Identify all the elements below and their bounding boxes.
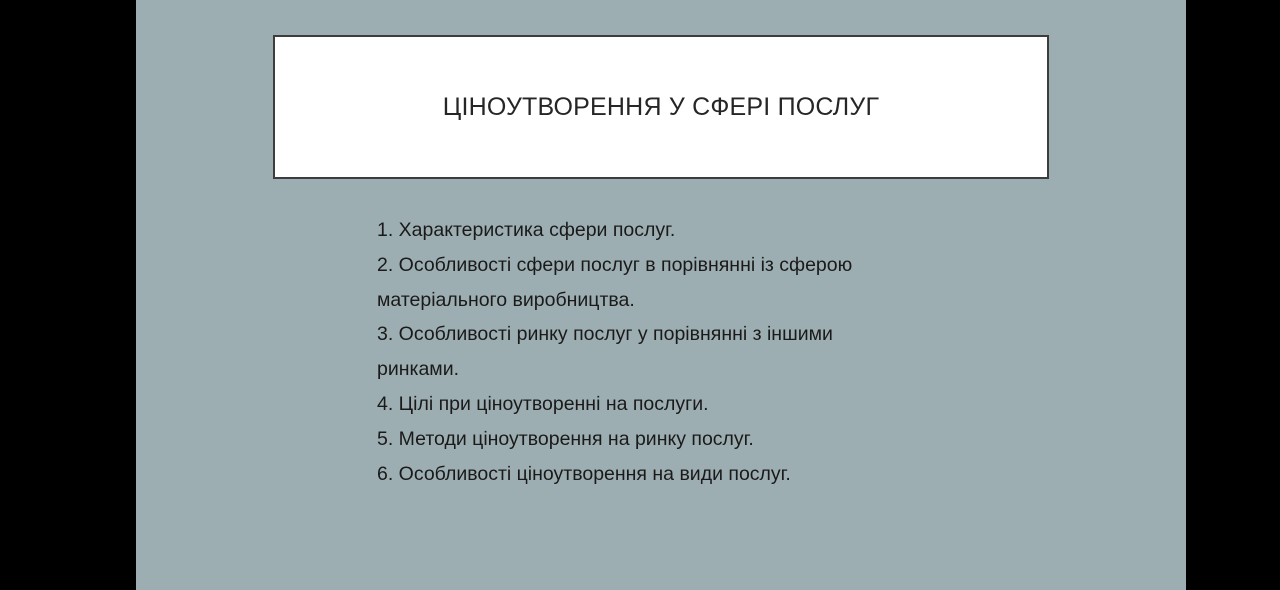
list-item: 6. Особливості ціноутворення на види послуг. xyxy=(377,462,791,485)
title-box xyxy=(273,35,1049,179)
slide-title: ЦІНОУТВОРЕННЯ У СФЕРІ ПОСЛУГ xyxy=(442,92,880,121)
list-item: 1. Характеристика сфери послуг. xyxy=(377,219,676,241)
topics-list xyxy=(377,213,937,491)
list-item-continuation: ринками. xyxy=(377,358,460,381)
list-item: 3. Особливості ринку послуг у порівнянні з іншими xyxy=(377,323,833,346)
list-item: 5. Методи ціноутворення на ринку послуг. xyxy=(377,427,754,450)
presentation-slide xyxy=(136,0,1186,590)
list-item: 2. Особливості сфери послуг в порівнянні із сферою xyxy=(377,253,853,276)
list-item-continuation: матеріального виробництва. xyxy=(377,288,635,311)
list-item: 4. Цілі при ціноутворенні на послуги. xyxy=(377,392,709,415)
